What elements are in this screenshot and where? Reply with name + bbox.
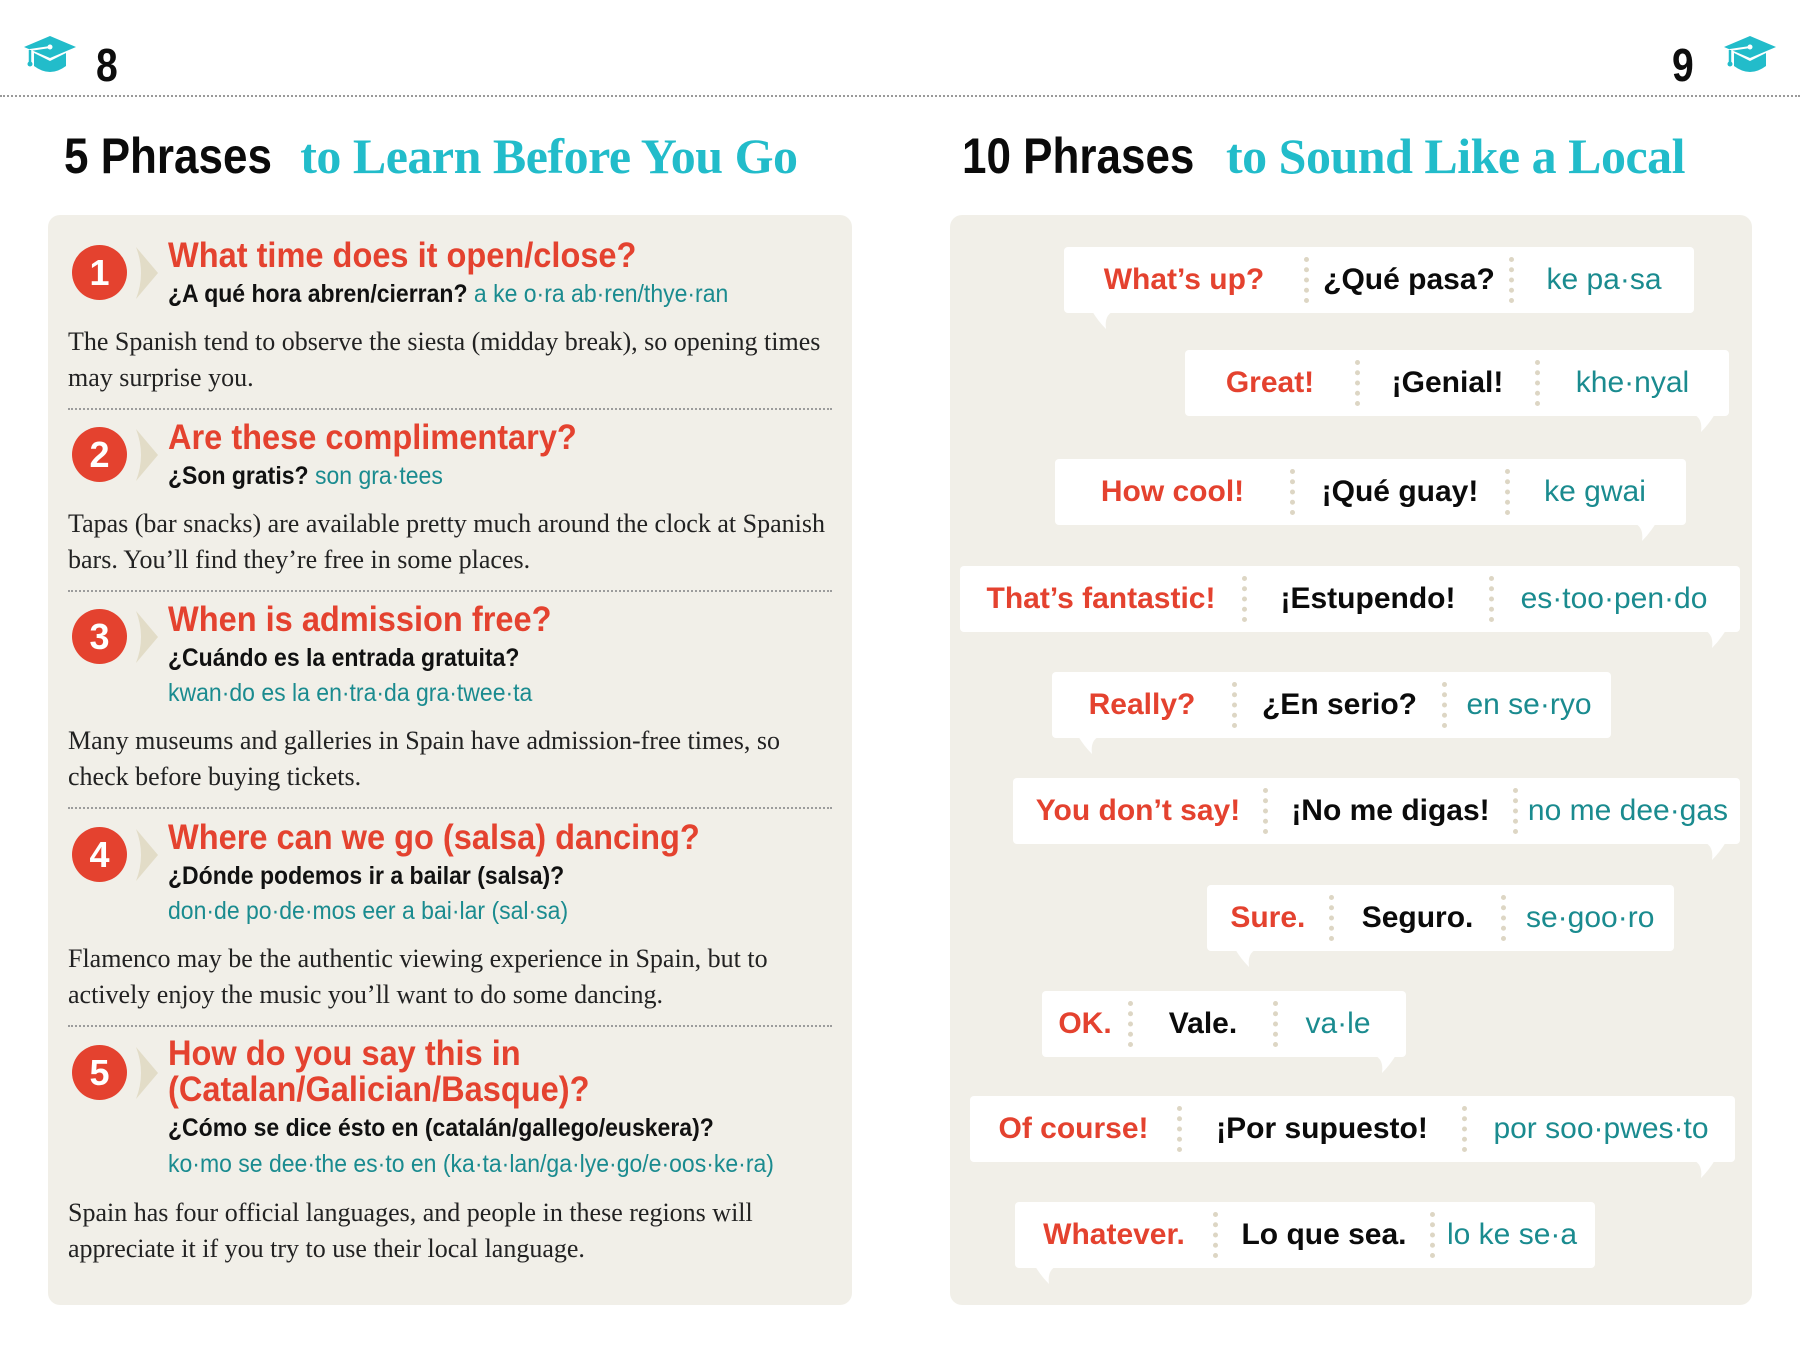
- tip-spanish: ¿A qué hora abren/cierran? a ke o·ra ab·ren/thye·ran: [168, 280, 729, 308]
- phrase-bubble-10: [1015, 1202, 1595, 1268]
- phrase-pronunciation: va·le: [1305, 1007, 1371, 1040]
- phrase-bubble-5: [1052, 672, 1611, 738]
- phrase-pronunciation: es·too·pen·do: [1520, 582, 1708, 615]
- phrase-spanish: ¿Qué pasa?: [1323, 263, 1495, 296]
- phrase-bubble-6: [1013, 778, 1740, 844]
- phrase-pronunciation: ke pa·sa: [1546, 263, 1662, 296]
- phrase-spanish: Lo que sea.: [1241, 1218, 1407, 1251]
- tip-pronunciation: kwan·do es la en·tra·da gra·twee·ta: [168, 679, 533, 707]
- phrase-english: Really?: [1088, 688, 1196, 721]
- page-number-right: 9: [1672, 39, 1694, 91]
- bubble-tail: [1235, 949, 1257, 967]
- header-divider: [0, 95, 1800, 97]
- phrase-pronunciation: no me dee·gas: [1527, 794, 1729, 827]
- tip-spanish: ¿Cuándo es la entrada gratuita?: [168, 644, 520, 672]
- phrase-bubble-3: [1055, 459, 1686, 525]
- phrase-english: That’s fantastic!: [986, 582, 1216, 615]
- title-subtitle: to Sound Like a Local: [1226, 128, 1686, 184]
- tip-body: Flamenco may be the authentic viewing experience in Spain, but to actively enjoy the music you’ll want to do some dancing.: [68, 944, 768, 1009]
- chevron-right-icon: [134, 429, 158, 481]
- bubble-tail: [1634, 523, 1656, 541]
- phrase-english: Of course!: [998, 1112, 1149, 1145]
- phrase-pronunciation: lo ke se·a: [1447, 1218, 1578, 1251]
- number-badge: 2: [72, 427, 127, 482]
- phrase-bubble-2: [1185, 350, 1729, 416]
- graduation-cap-icon: [1722, 34, 1778, 76]
- phrase-pronunciation: se·goo·ro: [1525, 901, 1655, 934]
- tip-spanish: ¿Cómo se dice ésto en (catalán/gallego/euskera)?: [168, 1114, 714, 1142]
- phrase-bubble-4: [960, 566, 1740, 632]
- tip-pronunciation: ko·mo se dee·the es·to en (ka·ta·lan/ga·lye·go/e·oos·ke·ra): [168, 1150, 774, 1178]
- phrase-pronunciation: por soo·pwes·to: [1493, 1112, 1709, 1145]
- phrase-pronunciation: en se·ryo: [1466, 688, 1592, 721]
- bubble-tail: [1704, 630, 1726, 648]
- phrase-english: How cool!: [1100, 475, 1245, 508]
- bubble-tail: [1092, 311, 1114, 329]
- tip-question: Where can we go (salsa) dancing?: [168, 818, 700, 857]
- tip-spanish: ¿Dónde podemos ir a bailar (salsa)?: [168, 862, 565, 890]
- tip-question: When is admission free?: [168, 600, 552, 639]
- phrase-english: Whatever.: [1043, 1218, 1185, 1251]
- phrase-english: OK.: [1058, 1007, 1112, 1040]
- tip-question-line-1: How do you say this in: [168, 1034, 521, 1073]
- phrases-before-you-go-panel: [48, 215, 852, 1305]
- phrase-english: You don’t say!: [1035, 794, 1241, 827]
- chevron-right-icon: [134, 611, 158, 663]
- left-section-title: [64, 126, 797, 186]
- phrase-english: What’s up?: [1103, 263, 1265, 296]
- bubble-tail: [1374, 1055, 1396, 1073]
- tip-spanish: ¿Son gratis? son gra·tees: [168, 462, 443, 490]
- tip-question: Are these complimentary?: [168, 418, 577, 457]
- bubble-tail: [1078, 736, 1100, 754]
- right-section-title: [962, 126, 1685, 186]
- tip-question: What time does it open/close?: [168, 236, 637, 275]
- tip-divider: [68, 1025, 832, 1027]
- chevron-right-icon: [134, 1047, 158, 1099]
- phrase-spanish: ¡Genial!: [1391, 366, 1504, 399]
- bubble-tail: [1693, 1160, 1715, 1178]
- phrase-bubble-7: [1207, 885, 1674, 951]
- bubble-tail: [1693, 414, 1715, 432]
- number-badge: 4: [72, 827, 127, 882]
- phrase-pronunciation: ke gwai: [1544, 475, 1646, 508]
- phrase-spanish: ¿En serio?: [1261, 688, 1418, 721]
- tip-body: The Spanish tend to observe the siesta (midday break), so opening times may surprise you.: [68, 327, 821, 392]
- number-badge: 1: [72, 245, 127, 300]
- phrase-bubble-9: [970, 1096, 1735, 1162]
- phrase-pronunciation: khe·nyal: [1575, 366, 1690, 399]
- tip-divider: [68, 408, 832, 410]
- tip-body: Spain has four official languages, and people in these regions will appreciate it if you try to use their local language.: [68, 1198, 753, 1263]
- phrase-english: Sure.: [1230, 901, 1306, 934]
- page-number-left: 8: [96, 39, 118, 91]
- tip-divider: [68, 590, 832, 592]
- tip-body: Tapas (bar snacks) are available pretty much around the clock at Spanish bars. You’ll find they’re free in some places.: [68, 509, 825, 574]
- phrase-english: Great!: [1225, 366, 1315, 399]
- chevron-right-icon: [134, 829, 158, 881]
- tip-divider: [68, 807, 832, 809]
- number-badge: 5: [72, 1045, 127, 1100]
- chevron-right-icon: [134, 247, 158, 299]
- title-subtitle: to Learn Before You Go: [300, 128, 798, 184]
- tip-pronunciation: son gra·tees: [314, 462, 443, 490]
- phrase-spanish: ¡Estupendo!: [1280, 582, 1456, 615]
- title-count: 10 Phrases: [962, 128, 1195, 184]
- phrase-spanish: ¡Por supuesto!: [1216, 1112, 1428, 1145]
- phrase-bubble-8: [1042, 991, 1406, 1057]
- phrase-spanish: ¡No me digas!: [1291, 794, 1490, 827]
- tip-body: Many museums and galleries in Spain have admission-free times, so check before buying tickets.: [68, 726, 780, 791]
- tip-pronunciation: a ke o·ra ab·ren/thye·ran: [473, 280, 729, 308]
- number-badge: 3: [72, 609, 127, 664]
- bubble-tail: [1704, 842, 1726, 860]
- tip-pronunciation: don·de po·de·mos eer a bai·lar (sal·sa): [168, 897, 569, 925]
- phrase-spanish: ¡Qué guay!: [1321, 475, 1479, 508]
- phrase-spanish: Seguro.: [1361, 901, 1474, 934]
- graduation-cap-icon: [22, 34, 78, 76]
- phrase-spanish: Vale.: [1168, 1007, 1238, 1040]
- title-count: 5 Phrases: [64, 128, 272, 184]
- phrase-bubble-1: [1064, 247, 1694, 313]
- bubble-tail: [1035, 1266, 1057, 1284]
- tip-question-line-2: (Catalan/Galician/Basque)?: [168, 1070, 590, 1109]
